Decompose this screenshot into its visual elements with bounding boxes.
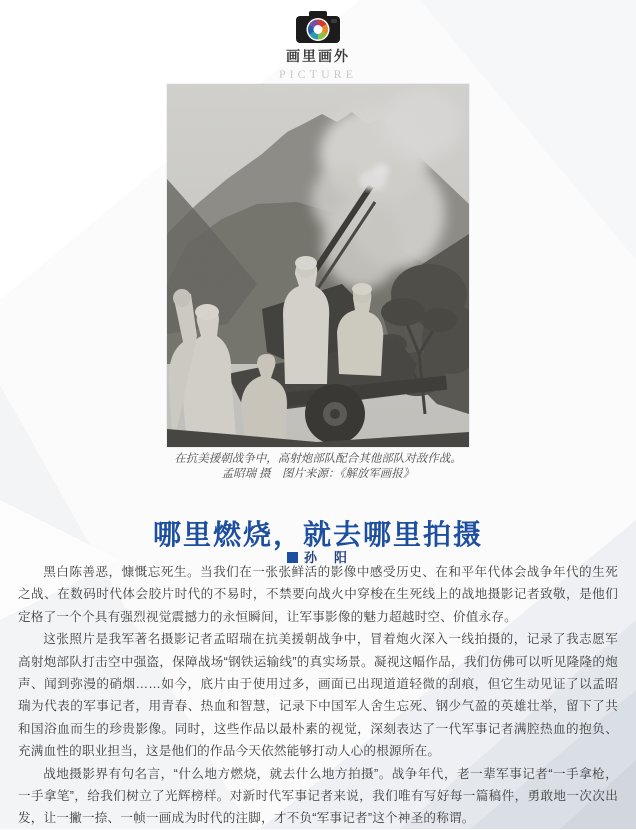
brand-name-en: PICTURE: [278, 67, 357, 81]
author-name: 孙 阳: [303, 550, 349, 565]
camera-logo-icon: [295, 10, 341, 44]
photo-caption-line1: 在抗美援朝战争中，高射炮部队配合其他部队对敌作战。: [174, 453, 462, 465]
paragraph-3: 战地摄影界有句名言，“什么地方燃烧，就去什么地方拍摄”。战争年代，老一辈军事记者“一手拿枪，一手拿笔”，给我们树立了光辉榜样。对新时代军事记者来说，我们唯有写好每一篇稿件，勇敢地一次次出发，让一撇一捺、一帧一画成为时代的注脚，才不负“军事记者”这个神圣的称谓。: [18, 766, 618, 826]
brand-name-cn: 画里画外: [286, 48, 350, 64]
article-title: 哪里燃烧，就去哪里拍摄: [152, 518, 483, 550]
war-photo: [167, 84, 469, 447]
paragraph-2: 这张照片是我军著名摄影记者孟昭瑞在抗美援朝战争中，冒着炮火深入一线拍摄的，记录了我志愿军高射炮部队打击空中强盗，保障战场“钢铁运输线”的真实场景。凝视这幅作品，我们仿佛可以听见隆隆的炮声、闻到弥漫的硝烟……如今，底片由于使用过多，画面已出现道道轻微的刮痕，但它生动见证了以孟昭瑞为代表的军事记者，用青春、热血和智慧，记录下中国军人舍生忘死、钢少气盈的英雄壮举，留下了共和国浴血而生的珍贵影像。同时，这些作品以最朴素的视觉，深刻表达了一代军事记者满腔热血的抱负、充满血性的职业担当，这是他们的作品今天依然能够打动人心的根源所在。: [18, 632, 618, 759]
photo-caption-credit: 孟昭瑞 摄 图片来源：《解放军画报》: [221, 468, 415, 480]
paragraph-1: 黑白陈善恶，慷慨忘死生。当我们在一张张鲜活的影像中感受历史、在和平年代体会战争年代的生死之战、在数码时代体会胶片时代的不易时，不禁要向战火中穿梭在生死线上的战地摄影记者致敬，是他们定格了一个个具有强烈视觉震撼力的永恒瞬间，让军事影像的魅力超越时空、价值永存。: [18, 565, 618, 624]
article-body: [18, 561, 618, 830]
brand-logo: [0, 10, 636, 82]
photo-caption: [0, 452, 636, 482]
